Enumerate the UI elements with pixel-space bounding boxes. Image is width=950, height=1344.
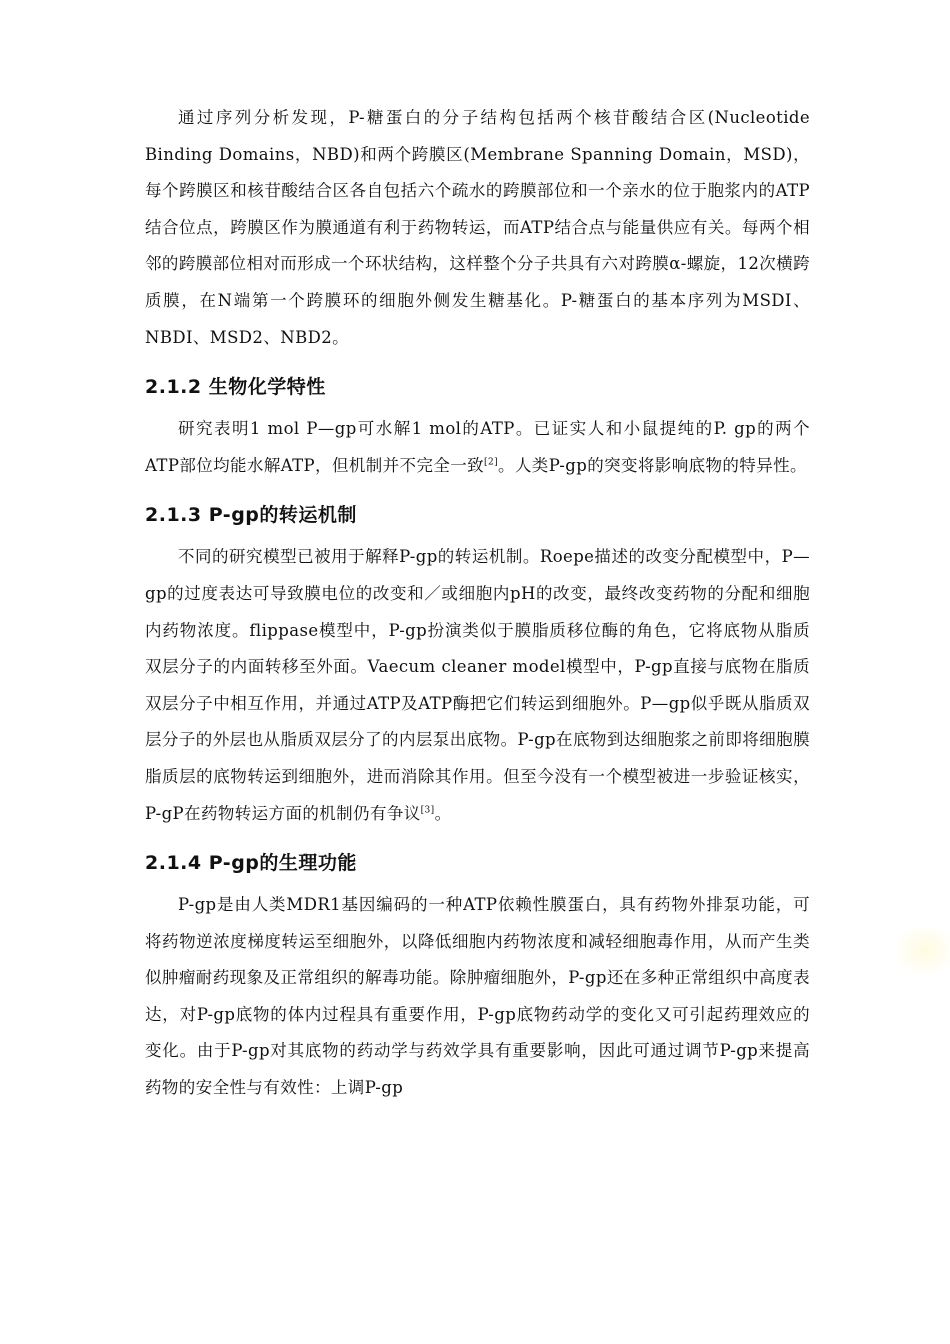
- section-heading-2-1-4: 2.1.4 P-gp的生理功能: [145, 852, 357, 875]
- paragraph-text-tail: 。人类P-gp的突变将影响底物的特异性。: [498, 455, 807, 475]
- paragraph-text-tail: 。: [434, 803, 452, 823]
- paragraph-text: 不同的研究模型已被用于解释P-gp的转运机制。Roepe描述的改变分配模型中，P—gp的过度表达可导致膜电位的改变和／或细胞内pH的改变，最终改变药物的分配和细胞内药物浓度。flippase模型中，P-gp扮演类似于膜脂质移位酶的角色，它将底物从脂质双层分子的内面转移至外面。Vaecum cleaner model模型中，P-gp直接与底物在脂质双层分子中相互作用，并通过ATP及ATP酶把它们转运到细胞外。P—gp似乎既从脂质双层分子的外层也从脂质双层分了的内层泵出底物。P-gp在底物到达细胞浆之前即将细胞膜脂质层的底物转运到细胞外，进而消除其作用。但至今没有一个模型被进一步验证核实，P-gP在药物转运方面的机制仍有争议: [145, 547, 810, 823]
- paragraph-transport-mechanism: [145, 539, 810, 832]
- paragraph-text: 通过序列分析发现，P-糖蛋白的分子结构包括两个核苷酸结合区(Nucleotide Binding Domains，NBD)和两个跨膜区(Membrane Spanning Domain，MSD)，每个跨膜区和核苷酸结合区各自包括六个疏水的跨膜部位和一个亲水的位于胞浆内的ATP结合位点，跨膜区作为膜通道有利于药物转运，而ATP结合点与能量供应有关。每两个相邻的跨膜部位相对而形成一个环状结构，这样整个分子共具有六对跨膜α-螺旋，12次横跨质膜，在N端第一个跨膜环的细胞外侧发生糖基化。P-糖蛋白的基本序列为MSDI、NBDI、MSD2、NBD2。: [145, 108, 810, 347]
- section-heading-2-1-2: 2.1.2 生物化学特性: [145, 376, 326, 399]
- citation-ref: [2]: [484, 457, 498, 468]
- paragraph-pgp-structure: [145, 100, 810, 356]
- scan-stain: [892, 928, 950, 978]
- citation-ref: [3]: [420, 805, 435, 815]
- paragraph-text: P-gp是由人类MDR1基因编码的一种ATP依赖性膜蛋白，具有药物外排泵功能，可将药物逆浓度梯度转运至细胞外，以降低细胞内药物浓度和减轻细胞毒作用，从而产生类似肿瘤耐药现象及正常组织的解毒功能。除肿瘤细胞外，P-gp还在多种正常组织中高度表达，对P-gp底物的体内过程具有重要作用，P-gp底物药动学的变化又可引起药理效应的变化。由于P-gp对其底物的药动学与药效学具有重要影响，因此可通过调节P-gp来提高药物的安全性与有效性：上调P-gp: [145, 895, 810, 1098]
- section-heading-2-1-3: 2.1.3 P-gp的转运机制: [145, 504, 357, 527]
- document-body: [145, 100, 810, 1107]
- paragraph-physiological-function: [145, 887, 810, 1107]
- paragraph-biochemistry: [145, 411, 810, 484]
- paragraph-text: 研究表明1 mol P—gp可水解1 mol的ATP。已证实人和小鼠提纯的P. gp的两个ATP部位均能水解ATP，但机制并不完全一致: [145, 419, 810, 475]
